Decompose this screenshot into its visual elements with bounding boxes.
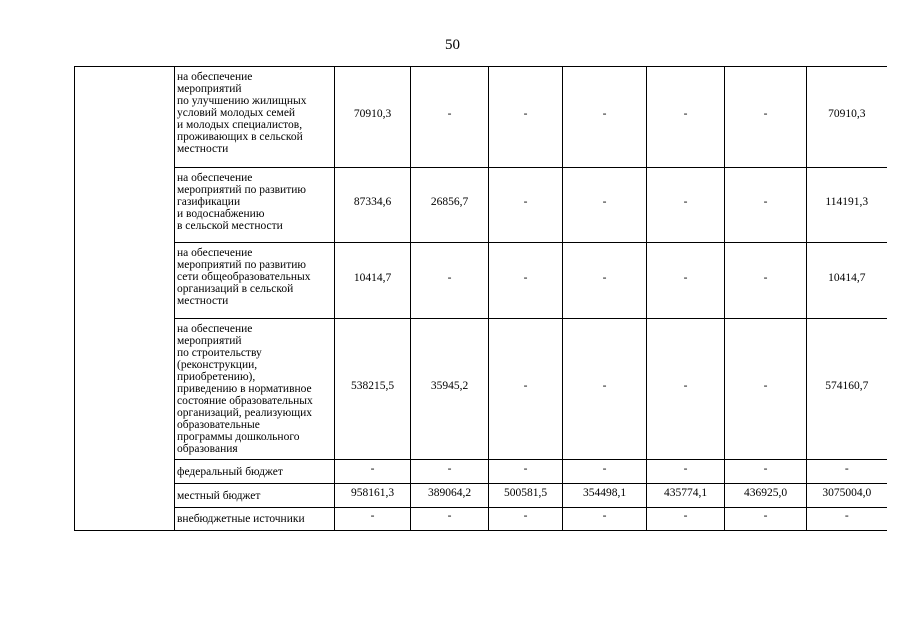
description-line: на обеспечение bbox=[177, 323, 253, 335]
value-cell: 70910,3 bbox=[335, 67, 411, 168]
description-line: проживающих в сельской bbox=[177, 131, 303, 143]
value-cell: 114191,3 bbox=[807, 168, 887, 243]
value-cell: 26856,7 bbox=[411, 168, 489, 243]
value-cell: - bbox=[647, 168, 725, 243]
value-cell: - bbox=[489, 460, 563, 484]
description-line: по улучшению жилищных bbox=[177, 95, 307, 107]
table-row bbox=[75, 67, 887, 168]
row-description bbox=[175, 243, 335, 319]
description-line: на обеспечение bbox=[177, 71, 253, 83]
row-description bbox=[175, 67, 335, 168]
description-line: программы дошкольного bbox=[177, 431, 300, 443]
value-cell: - bbox=[411, 67, 489, 168]
row-description bbox=[175, 508, 335, 531]
value-cell: 435774,1 bbox=[647, 484, 725, 508]
value-cell: - bbox=[563, 319, 647, 460]
value-cell: 538215,5 bbox=[335, 319, 411, 460]
value-cell: - bbox=[489, 508, 563, 531]
description-line: образования bbox=[177, 443, 238, 455]
value-cell: 10414,7 bbox=[807, 243, 887, 319]
value-cell: 3075004,0 bbox=[807, 484, 887, 508]
description-line: приведению в нормативное bbox=[177, 383, 312, 395]
description-line: по строительству bbox=[177, 347, 262, 359]
description-line: (реконструкции, bbox=[177, 359, 258, 371]
description-line: условий молодых семей bbox=[177, 107, 296, 119]
description-line: местный бюджет bbox=[177, 489, 261, 502]
value-cell: - bbox=[725, 508, 807, 531]
value-cell: - bbox=[725, 67, 807, 168]
description-line: местности bbox=[177, 295, 229, 307]
description-line: состояние образовательных bbox=[177, 395, 313, 407]
value-cell: - bbox=[725, 168, 807, 243]
value-cell: - bbox=[411, 243, 489, 319]
value-cell: - bbox=[647, 508, 725, 531]
description-line: мероприятий bbox=[177, 83, 242, 95]
description-line: внебюджетные источники bbox=[177, 513, 305, 525]
row-description bbox=[175, 460, 335, 484]
budget-table bbox=[74, 66, 887, 531]
value-cell: - bbox=[563, 168, 647, 243]
value-cell: 354498,1 bbox=[563, 484, 647, 508]
value-cell: - bbox=[563, 243, 647, 319]
value-cell: - bbox=[647, 460, 725, 484]
value-cell: 574160,7 bbox=[807, 319, 887, 460]
table-row bbox=[75, 243, 887, 319]
value-cell: - bbox=[489, 67, 563, 168]
description-line: на обеспечение bbox=[177, 172, 253, 184]
value-cell: - bbox=[647, 319, 725, 460]
value-cell: - bbox=[335, 508, 411, 531]
description-line: местности bbox=[177, 143, 229, 155]
description-line: газификации bbox=[177, 196, 241, 208]
value-cell: - bbox=[563, 508, 647, 531]
description-line: и молодых специалистов, bbox=[177, 119, 303, 131]
description-line: приобретению), bbox=[177, 371, 256, 383]
description-line: в сельской местности bbox=[177, 220, 283, 232]
row-description bbox=[175, 319, 335, 460]
description-line: федеральный бюджет bbox=[177, 465, 283, 478]
value-cell: 87334,6 bbox=[335, 168, 411, 243]
value-cell: - bbox=[647, 67, 725, 168]
value-cell: - bbox=[647, 243, 725, 319]
value-cell: - bbox=[725, 319, 807, 460]
value-cell: 500581,5 bbox=[489, 484, 563, 508]
value-cell: 35945,2 bbox=[411, 319, 489, 460]
page-number: 50 bbox=[445, 37, 460, 53]
value-cell: - bbox=[489, 243, 563, 319]
description-line: образовательные bbox=[177, 419, 260, 431]
description-line: и водоснабжению bbox=[177, 208, 265, 220]
value-cell: 436925,0 bbox=[725, 484, 807, 508]
value-cell: - bbox=[489, 168, 563, 243]
empty-label-cell bbox=[75, 67, 175, 531]
description-line: мероприятий по развитию bbox=[177, 184, 306, 196]
table-row bbox=[75, 460, 887, 484]
description-line: сети общеобразовательных bbox=[177, 271, 311, 283]
value-cell: - bbox=[489, 319, 563, 460]
value-cell: - bbox=[335, 460, 411, 484]
value-cell: - bbox=[725, 243, 807, 319]
value-cell: - bbox=[563, 460, 647, 484]
value-cell: - bbox=[807, 508, 887, 531]
description-line: мероприятий bbox=[177, 335, 242, 347]
value-cell: 389064,2 bbox=[411, 484, 489, 508]
value-cell: - bbox=[807, 460, 887, 484]
value-cell: 70910,3 bbox=[807, 67, 887, 168]
value-cell: 958161,3 bbox=[335, 484, 411, 508]
description-line: организаций в сельской bbox=[177, 283, 294, 295]
value-cell: 10414,7 bbox=[335, 243, 411, 319]
row-description bbox=[175, 484, 335, 508]
value-cell: - bbox=[725, 460, 807, 484]
value-cell: - bbox=[563, 67, 647, 168]
value-cell: - bbox=[411, 460, 489, 484]
table-row bbox=[75, 168, 887, 243]
description-line: мероприятий по развитию bbox=[177, 259, 306, 271]
value-cell: - bbox=[411, 508, 489, 531]
table-row bbox=[75, 484, 887, 508]
description-line: организаций, реализующих bbox=[177, 407, 312, 419]
table-row bbox=[75, 508, 887, 531]
description-line: на обеспечение bbox=[177, 247, 253, 259]
table-row bbox=[75, 319, 887, 460]
table-body bbox=[75, 67, 887, 531]
row-description bbox=[175, 168, 335, 243]
